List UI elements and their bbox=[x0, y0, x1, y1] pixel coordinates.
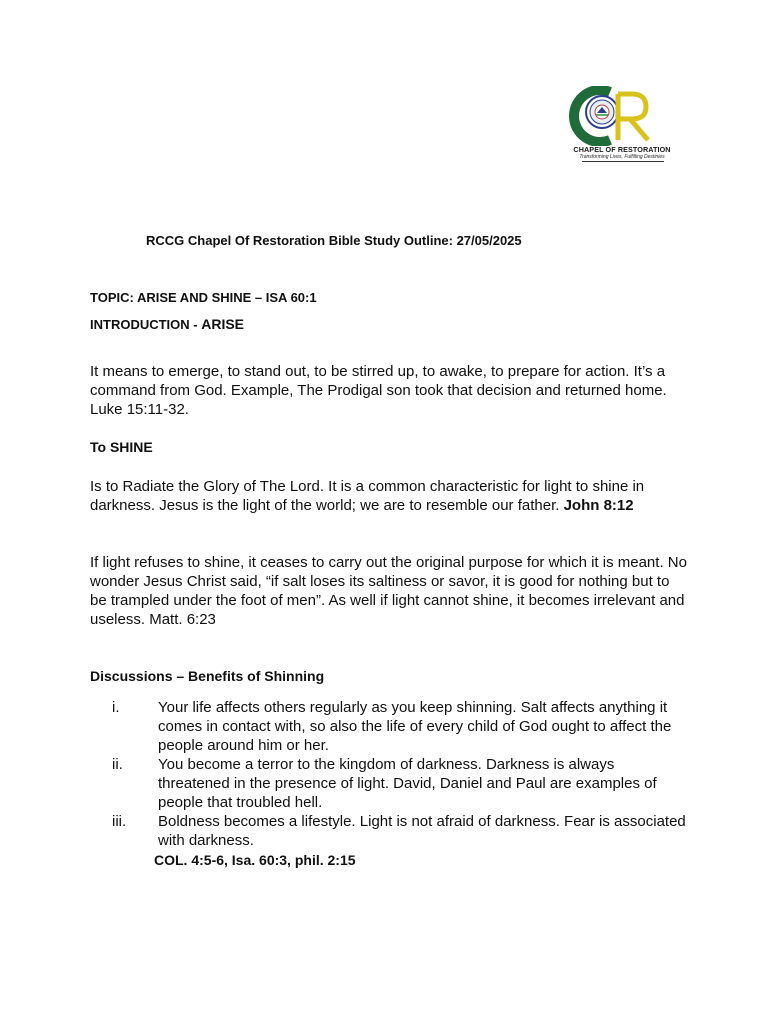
benefits-list bbox=[90, 698, 690, 850]
list-item bbox=[90, 755, 690, 812]
refuse-paragraph: If light refuses to shine, it ceases to carry out the original purpose for which it is meant. No wonder Jesus Christ said, “if salt loses its saltiness or savor, it is good for nothing but to be trampled under the foot of men”. As well if light cannot shine, it becomes irrelevant and useless. Matt. 6:23 bbox=[90, 554, 687, 628]
shine-paragraph bbox=[90, 477, 690, 515]
chapel-logo bbox=[566, 86, 670, 166]
discussion-heading: Discussions – Benefits of Shinning bbox=[90, 668, 325, 684]
list-item bbox=[90, 698, 690, 755]
shine-heading: To SHINE bbox=[90, 439, 153, 455]
list-item bbox=[90, 812, 690, 850]
shine-paragraph-reference: John 8:12 bbox=[563, 497, 634, 514]
list-item-text: Your life affects others regularly as you keep shinning. Salt affects anything it comes in contact with, so also the life of every child of God ought to affect the people around him or her. bbox=[158, 699, 672, 754]
logo-tagline: Transforming Lives, Fulfilling Destinies bbox=[579, 154, 665, 160]
logo-underline bbox=[582, 161, 664, 162]
topic-line: TOPIC: ARISE AND SHINE – ISA 60:1 bbox=[90, 290, 317, 305]
introduction-word: ARISE bbox=[201, 316, 245, 332]
list-marker: ii. bbox=[112, 756, 123, 773]
scripture-references: COL. 4:5-6, Isa. 60:3, phil. 2:15 bbox=[154, 852, 356, 868]
cr-monogram-icon bbox=[566, 86, 670, 146]
arise-paragraph: It means to emerge, to stand out, to be stirred up, to awake, to prepare for action. It’s a command from God. Example, The Prodigal son took that decision and returned home. Luke 15:11-32. bbox=[90, 363, 667, 418]
outline-header: RCCG Chapel Of Restoration Bible Study Outline: 27/05/2025 bbox=[146, 233, 522, 248]
shine-paragraph-text: Is to Radiate the Glory of The Lord. It is a common characteristic for light to shine in darkness. Jesus is the light of the world; we are to resemble our father. bbox=[90, 478, 645, 514]
logo-wordmark: CHAPEL OF RESTORATION bbox=[573, 145, 671, 154]
introduction-heading bbox=[90, 315, 244, 334]
list-marker: i. bbox=[112, 699, 120, 716]
list-marker: iii. bbox=[112, 813, 127, 830]
list-item-text: Boldness becomes a lifestyle. Light is not afraid of darkness. Fear is associated with darkness. bbox=[158, 813, 686, 849]
introduction-label: INTRODUCTION - bbox=[90, 317, 202, 332]
list-item-text: You become a terror to the kingdom of darkness. Darkness is always threatened in the presence of light. David, Daniel and Paul are examples of people that troubled hell. bbox=[158, 756, 657, 811]
